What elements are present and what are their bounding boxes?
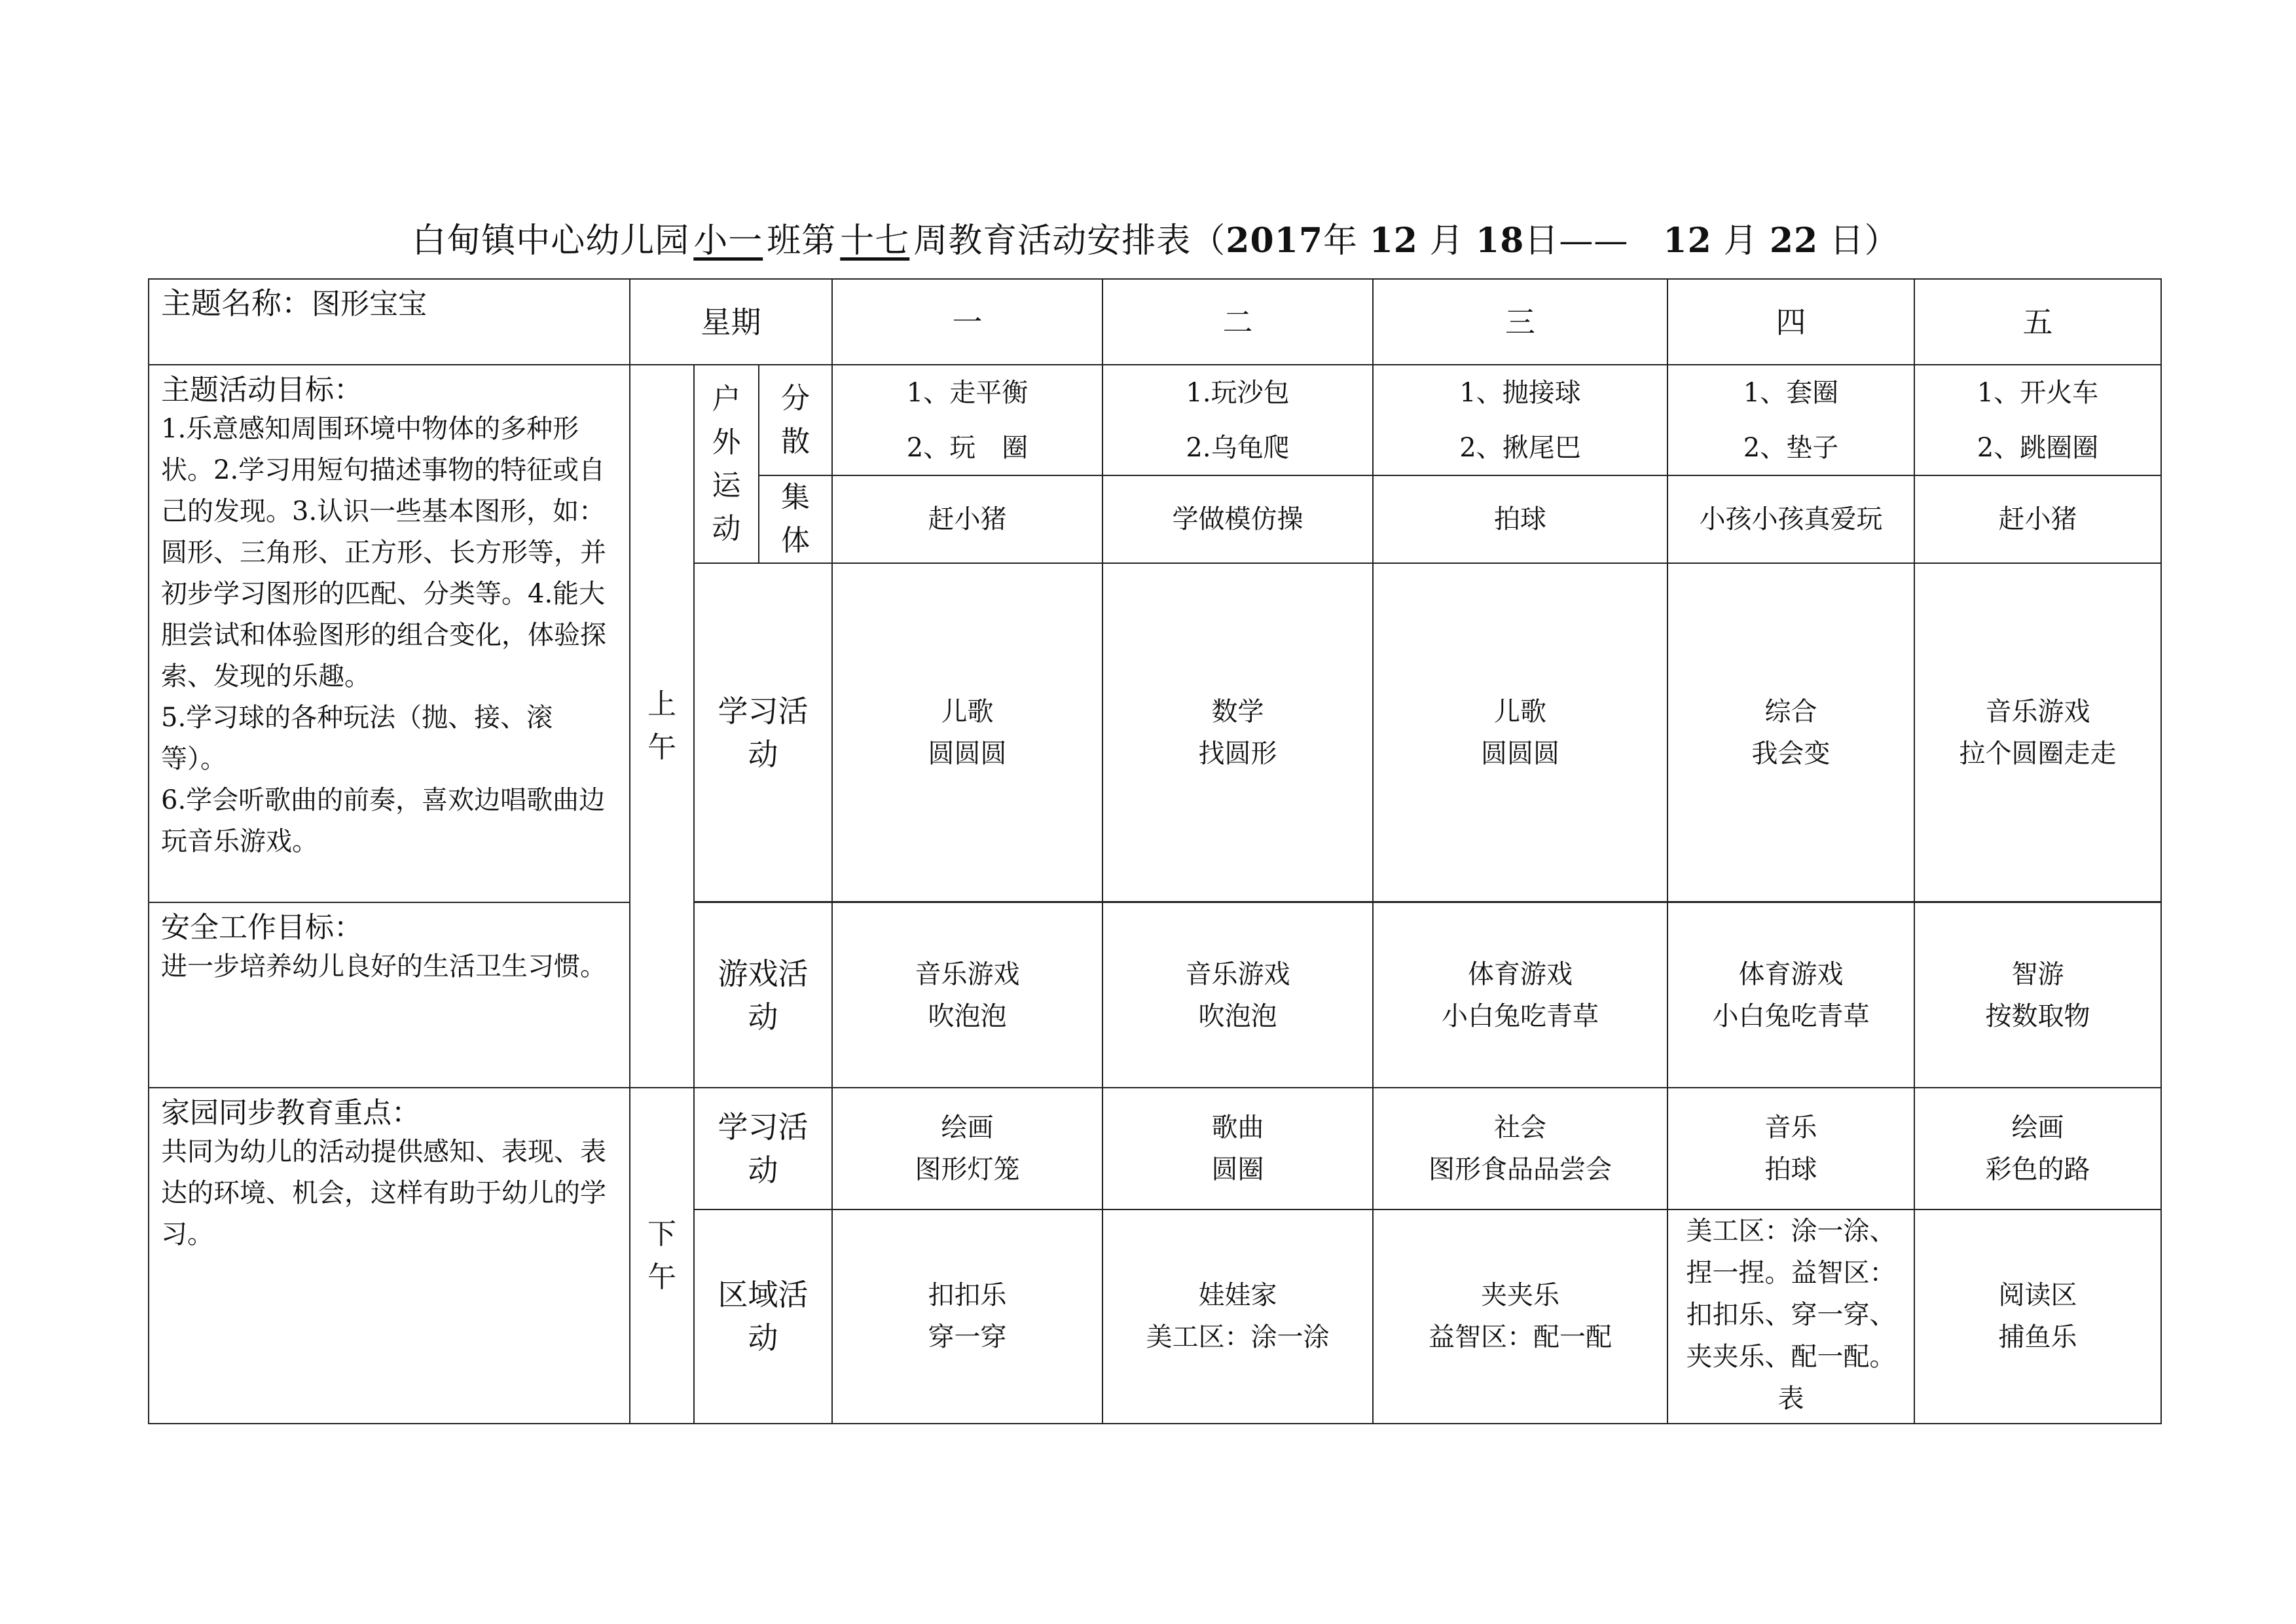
game-tue: 音乐游戏 吹泡泡	[1102, 902, 1373, 1088]
group-mon: 赶小猪	[832, 475, 1102, 563]
game-mon: 音乐游戏 吹泡泡	[832, 902, 1102, 1088]
area-fri: 阅读区 捕鱼乐	[1914, 1209, 2161, 1424]
title-class-label: 班第	[767, 221, 837, 261]
scattered-tue: 1.玩沙包 2.乌龟爬	[1102, 365, 1373, 475]
period-afternoon: 下午	[630, 1088, 694, 1424]
row-label-study: 学习活动	[694, 563, 832, 902]
scattered-fri: 1、开火车 2、跳圈圈	[1914, 365, 2161, 475]
pm-study-tue: 歌曲 圆圈	[1102, 1088, 1373, 1209]
area-mon: 扣扣乐 穿一穿	[832, 1209, 1102, 1424]
day-header-wed: 三	[1373, 279, 1667, 365]
goals-label: 主题活动目标：	[161, 373, 363, 407]
row-outdoor-scattered	[149, 365, 2161, 475]
game-fri: 智游 按数取物	[1914, 902, 2161, 1088]
title-week-number: 十七	[840, 221, 910, 261]
title-end: 日）	[1829, 221, 1899, 261]
week-label: 星期	[630, 279, 832, 365]
group-fri: 赶小猪	[1914, 475, 2161, 563]
row-label-game: 游戏活动	[694, 902, 832, 1088]
home-cell	[149, 1088, 630, 1424]
home-text: 共同为幼儿的活动提供感知、表现、表达的环境、机会，这样有助于幼儿的学习。	[161, 1137, 606, 1250]
day-header-thu: 四	[1667, 279, 1914, 365]
safety-label: 安全工作目标：	[161, 911, 363, 945]
scattered-thu: 1、套圈 2、垫子	[1667, 365, 1914, 475]
scattered-wed: 1、抛接球 2、揪尾巴	[1373, 365, 1667, 475]
row-pm-study	[149, 1088, 2161, 1209]
game-wed: 体育游戏 小白兔吃青草	[1373, 902, 1667, 1088]
title-suffix: 周教育活动安排表（	[913, 221, 1226, 261]
pm-study-mon: 绘画 图形灯笼	[832, 1088, 1102, 1209]
scattered-mon: 1、走平衡 2、玩 圈	[832, 365, 1102, 475]
row-label-group: 集体	[759, 475, 832, 563]
row-label-outdoor: 户外运动	[694, 365, 759, 563]
row-label-pm-study: 学习活动	[694, 1088, 832, 1209]
title-class-name: 小一	[693, 221, 763, 261]
title-month-label-2: 月	[1723, 221, 1758, 261]
title-end-day: 22	[1769, 221, 1819, 261]
group-thu: 小孩小孩真爱玩	[1667, 475, 1914, 563]
safety-text: 进一步培养幼儿良好的生活卫生习惯。	[161, 951, 606, 982]
period-morning: 上午	[630, 365, 694, 1088]
day-header-mon: 一	[832, 279, 1102, 365]
area-thu: 美工区：涂一涂、捏一捏。益智区：扣扣乐、穿一穿、夹夹乐、配一配。表	[1667, 1209, 1914, 1424]
study-wed: 儿歌 圆圆圆	[1373, 563, 1667, 902]
row-game	[149, 902, 2161, 1088]
title-year: 2017	[1226, 221, 1324, 261]
pm-study-wed: 社会 图形食品品尝会	[1373, 1088, 1667, 1209]
row-label-area: 区域活动	[694, 1209, 832, 1424]
title-kindergarten: 白甸镇中心幼儿园	[412, 221, 690, 261]
title-start-day: 18	[1476, 221, 1525, 261]
area-tue: 娃娃家 美工区：涂一涂	[1102, 1209, 1373, 1424]
study-mon: 儿歌 圆圆圆	[832, 563, 1102, 902]
study-tue: 数学 找圆形	[1102, 563, 1373, 902]
home-label: 家园同步教育重点：	[161, 1096, 420, 1130]
goals-text-3: 6.学会听歌曲的前奏，喜欢边唱歌曲边玩音乐游戏。	[161, 785, 606, 857]
title-year-label: 年	[1323, 221, 1358, 261]
title-month-label: 月	[1429, 221, 1465, 261]
game-thu: 体育游戏 小白兔吃青草	[1667, 902, 1914, 1088]
group-wed: 拍球	[1373, 475, 1667, 563]
group-tue: 学做模仿操	[1102, 475, 1373, 563]
header-row	[149, 279, 2161, 365]
goals-text-2: 5.学习球的各种玩法（抛、接、滚等）。	[161, 703, 553, 775]
study-thu: 综合 我会变	[1667, 563, 1914, 902]
area-wed: 夹夹乐 益智区：配一配	[1373, 1209, 1667, 1424]
title-dash: 日——	[1524, 221, 1629, 261]
theme-name: 图形宝宝	[312, 287, 427, 321]
page-title	[147, 213, 2164, 262]
day-header-tue: 二	[1102, 279, 1373, 365]
theme-name-label: 主题名称：	[161, 286, 312, 321]
study-fri: 音乐游戏 拉个圆圈走走	[1914, 563, 2161, 902]
pm-study-fri: 绘画 彩色的路	[1914, 1088, 2161, 1209]
title-end-month: 12	[1663, 221, 1712, 261]
title-start-month: 12	[1369, 221, 1418, 261]
pm-study-thu: 音乐 拍球	[1667, 1088, 1914, 1209]
goals-text-1: 1.乐意感知周围环境中物体的多种形状。2.学习用短句描述事物的特征或自己的发现。3.认识一些基本图形，如：圆形、三角形、正方形、长方形等，并初步学习图形的匹配、分类等。4.能大胆尝试和体验图形的组合变化，体验探索、发现的乐趣。	[161, 414, 606, 692]
day-header-fri: 五	[1914, 279, 2161, 365]
goals-cell	[149, 365, 630, 902]
safety-cell	[149, 902, 630, 1088]
theme-name-cell	[149, 279, 630, 365]
schedule-table	[148, 278, 2162, 1424]
row-label-scattered: 分散	[759, 365, 832, 475]
